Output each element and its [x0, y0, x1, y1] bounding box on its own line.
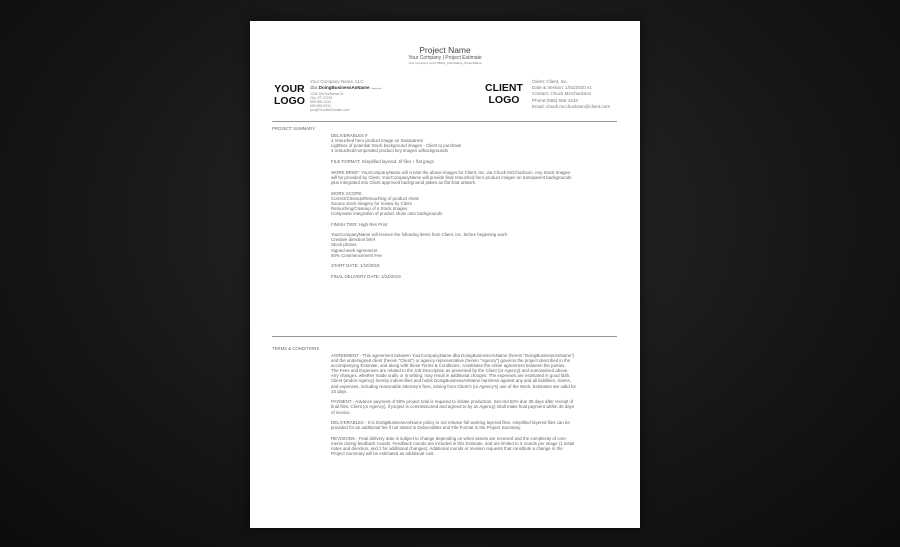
- dba-name: DoingBusinessAsName: [318, 84, 370, 90]
- terms-line: REVISIONS - Final delivery date is subject to change depending on when assets are received and the complexity of com-: [331, 436, 567, 441]
- deliverables-section: [331, 133, 616, 153]
- work-scope-heading: WORK SCOPE:: [331, 190, 363, 196]
- start-date: START DATE: 1/10/2019: [331, 263, 380, 269]
- terms-line: 15 days.: [331, 388, 348, 394]
- work-scope-item: Composite integration of product shots onto backgrounds: [331, 210, 443, 216]
- terms-agreement: [331, 353, 616, 394]
- work-scope-item: Source stock imagery for review by Client: [331, 200, 412, 206]
- receive-line: Signed work agreement: [331, 247, 378, 253]
- client-logo: [485, 82, 523, 106]
- terms-line: final files. Client (or Agency), if project is commissioned and agreed to by an Agency) shall make final payment within 30 days: [331, 404, 575, 410]
- company-address2: City, ST 97198: [310, 96, 333, 101]
- terms-body: [331, 353, 616, 462]
- client-logo-line2: LOGO: [488, 94, 520, 106]
- client-date-version: Date & Version: 1/01/2020 v1: [532, 85, 592, 91]
- terms-line: DELIVERABLES - It is DoingBusinessAsName policy to not release full working layered files, simplified layered files can be: [331, 420, 570, 426]
- your-logo-line2: LOGO: [274, 95, 305, 107]
- client-contact: Contact: Chuck McChuckson: [532, 91, 592, 97]
- project-summary-label: PROJECT SUMMARY: [272, 126, 316, 131]
- work-scope-item: Correct/Cleanup/Retouching of product shots: [331, 195, 419, 201]
- receive-items: [331, 232, 616, 257]
- work-brief-line: will be provided by Client. YourCompanyName will provide final retouched hero product images on transparent backgrounds: [331, 174, 572, 180]
- terms-deliverables: [331, 420, 616, 430]
- project-summary-body: [331, 133, 616, 285]
- terms-line: ments during feedback rounds. Feedback rounds are included in this Estimate, and are limited to 3 rounds per image (1 initial: [331, 441, 575, 447]
- terms-line: notes and direction, and 2 for additional changes). Additional rounds or revision requests that constitute a change in the: [331, 446, 563, 452]
- work-brief-line: WORK BRIEF: YourCompanyName will create the above images for Client, Inc. via Chuck McChuckson. Any Stock Images: [331, 169, 571, 175]
- client-name: Client: Client, Inc.: [532, 79, 568, 84]
- deliverables-heading: DELIVERABLES #: [331, 133, 368, 138]
- terms-line: and expenses, including reasonable attorney's fees, arising from Client's (or Agency's) use of the Work. Estimates are valid for: [331, 383, 577, 389]
- client-phone: Phone:(555) 555-1234: [532, 97, 578, 103]
- company-dba: [310, 85, 381, 93]
- your-logo: [274, 83, 305, 107]
- file-format: FILE FORMAT: Simplified layered .tif files + flat jpegs: [331, 158, 434, 164]
- company-info: [310, 79, 381, 112]
- deliverable-item: Lightbox of potential Stock background images - Client to purchase: [331, 143, 462, 149]
- deliverable-item: 4 retouched/composited product key images w/backgrounds: [331, 148, 448, 154]
- dba-note: if applicable: [370, 87, 382, 90]
- deliverable-item: 4 retouched hero product image on transparent: [331, 138, 423, 144]
- terms-line: accompanying Estimate, and along with these Terms & Conditions, constitutes the entire agreement between the parties.: [331, 363, 566, 369]
- company-phone2: 555.555.5234: [310, 104, 331, 109]
- company-name: Your Company Name, LLC: [310, 79, 364, 84]
- terms-line: PAYMENT - Advance payment of 50% project total is required to initiate production. Second 50% due 30 days after receipt of: [331, 399, 574, 405]
- terms-label: TERMS & CONDITIONS: [272, 346, 320, 351]
- project-reference: Your Company List # 38901_ClientName_ProjectName: [408, 61, 482, 65]
- terms-line: Any changes, whether made orally or in writing, may result in additional charges. The expenses are estimated in good faith.: [331, 373, 571, 379]
- terms-line: provided for an additional fee if not stated in Deliverables and File Format in the Project Summary.: [331, 425, 522, 431]
- work-scope: [331, 191, 616, 216]
- receive-line: Stock photos: [331, 242, 357, 248]
- client-email: Email: chuck.mcchuckson@client.com: [532, 103, 611, 109]
- terms-line: AGREEMENT - This agreement between YourCompanyName dba DoingBusinessAsName (herein "DoingBusinessAsName"): [331, 353, 575, 358]
- receive-line: Creative direction brief: [331, 237, 375, 243]
- project-subtitle: Your Company | Project Estimate: [408, 54, 482, 61]
- estimate-document-page: [250, 21, 640, 528]
- your-logo-line1: YOUR: [274, 83, 305, 95]
- company-address1: 1234 Sth Northeast St.: [310, 92, 345, 96]
- terms-revisions: [331, 436, 616, 456]
- work-brief-line: plus integrated into Client approved background plates as flat final artwork.: [331, 179, 477, 185]
- project-title: Project Name: [419, 45, 471, 55]
- finish-tier: FINISH TIER: High Res Print: [331, 221, 388, 227]
- client-logo-line1: CLIENT: [485, 82, 523, 94]
- dba-prefix: dba: [310, 84, 318, 90]
- client-info: [532, 79, 610, 110]
- terms-line: Client (and/or Agency) hereby indemnifies and holds DoingBusinessAsName harmless against any and all liabilities, claims,: [331, 378, 571, 384]
- terms-line: The Fees and Expenses are related to the Job Description as presented by the Client (or Agency) and summarized above.: [331, 368, 569, 374]
- divider-top: [272, 121, 617, 122]
- terms-line: Project Summary will be estimated as additional cost.: [331, 451, 435, 457]
- work-scope-item: Retouching/Cleanup of 4 Stock Images: [331, 205, 408, 211]
- work-brief: [331, 170, 616, 185]
- company-email: you@YourBizDomain.com: [310, 108, 350, 113]
- terms-line: and the undersigned client (herein "Client") or agency representative (herein "Agency") governs the project described in the: [331, 358, 571, 364]
- divider-bottom: [272, 336, 617, 337]
- terms-line: of invoice.: [331, 409, 351, 415]
- terms-payment: [331, 399, 616, 414]
- company-phone1: 555.555.1234: [310, 100, 331, 105]
- receive-line: YourCompanyName will receive the following items from Client, Inc. before beginning work:: [331, 232, 509, 238]
- receive-line: 50% Commencement Fee: [331, 252, 383, 258]
- final-delivery-date: FINAL DELIVERY DATE: 1/24/2019: [331, 274, 401, 280]
